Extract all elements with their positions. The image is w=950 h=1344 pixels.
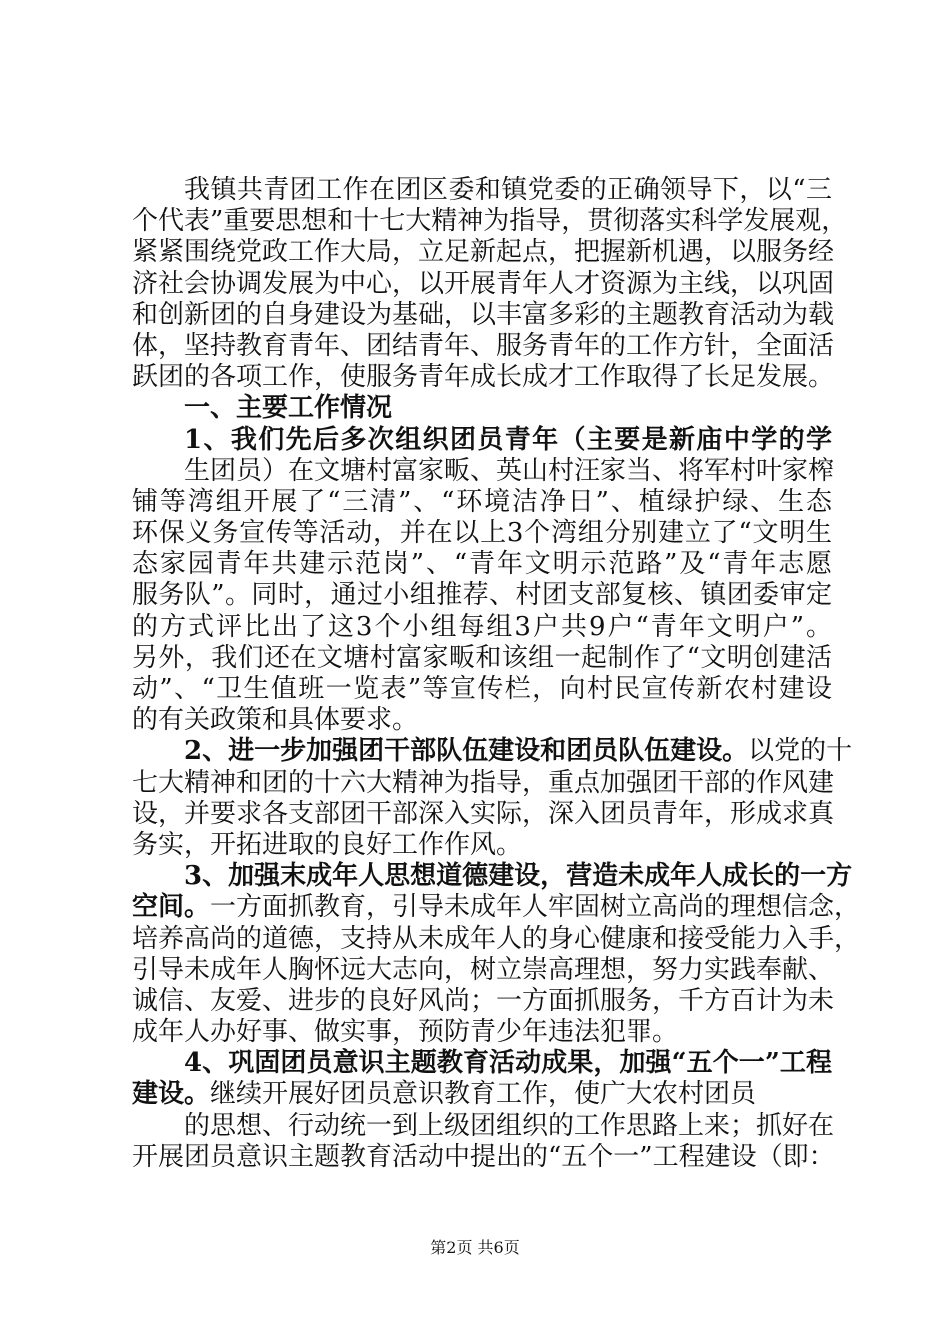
- body-text: 以党的十: [748, 736, 853, 767]
- text-line: [132, 1048, 832, 1079]
- body-text: 紧紧围绕党政工作大局，立足新起点，把握新机遇，以服务经: [132, 237, 835, 268]
- text-line: [132, 861, 853, 892]
- text-line: [132, 455, 835, 487]
- body-text: 态家园青年共建示范岗”、“青年文明示范路”及“青年志愿: [132, 549, 832, 580]
- body-text: 培养高尚的道德，支持从未成年人的身心健康和接受能力入手，: [132, 923, 861, 954]
- text-line: [132, 175, 832, 206]
- body-text: 七大精神和团的十六大精神为指导，重点加强团干部的作风建: [132, 767, 835, 798]
- page-footer: 第2页 共6页: [430, 1238, 520, 1257]
- bold-heading-text: 4、巩固团员意识主题教育活动成果，加强“五个一”工程: [184, 1048, 832, 1079]
- text-line: [132, 767, 835, 799]
- text-line: [132, 954, 835, 986]
- body-text: 动”、“卫生值班一览表”等宣传栏，向村民宣传新农村建设: [132, 674, 832, 704]
- text-line: [132, 425, 832, 456]
- bold-heading-text: 建设。: [132, 1079, 211, 1110]
- body-text: 另外，我们还在文塘村富家畈和该组一起制作了“文明创建活: [132, 642, 832, 673]
- text-line: [132, 518, 832, 549]
- text-line: [132, 330, 835, 362]
- text-line: [132, 643, 832, 674]
- document-body: [132, 175, 861, 1173]
- body-text: 体，坚持教育青年、团结青年、服务青年的工作方针，全面活: [132, 330, 835, 361]
- body-text: 引导未成年人胸怀远大志向，树立崇高理想，努力实践奉献、: [132, 954, 835, 985]
- text-line: [132, 299, 835, 331]
- body-text: 的方式评比出了这3个小组每组3户共9户“青年文明户”。: [132, 611, 832, 642]
- text-line: [132, 1079, 832, 1110]
- text-line: [132, 612, 832, 643]
- text-line: [132, 923, 861, 955]
- body-text: 跃团的各项工作，使服务青年成长成才工作取得了长足发展。: [132, 362, 835, 393]
- body-text: 我镇共青团工作在团区委和镇党委的正确领导下，以“三: [184, 175, 832, 205]
- body-text: 生团员）在文塘村富家畈、英山村汪家当、将军村叶家榨: [184, 455, 835, 486]
- text-line: [132, 393, 832, 424]
- bold-heading-text: 3、加强末成年人思想道德建设，营造未成年人成长的一方: [184, 861, 853, 892]
- body-text: 务实，开拓进取的良好工作作风。: [132, 829, 523, 860]
- text-line: [132, 705, 832, 736]
- bold-heading-text: 一、主要工作情况: [184, 393, 393, 424]
- text-line: [132, 237, 835, 268]
- body-text: 和创新团的自身建设为基础，以丰富多彩的主题教育活动为载: [132, 299, 835, 330]
- body-text: 继续开展好团员意识教育工作，使广大农村团员: [210, 1079, 757, 1110]
- body-text: 个代表”重要思想和十七大精神为指导，贯彻落实科学发展观，: [132, 206, 848, 237]
- body-text: 的有关政策和具体要求。: [132, 705, 419, 736]
- text-line: [132, 830, 832, 861]
- body-text: 的思想、行动统一到上级团组织的工作思路上来；抓好在: [184, 1110, 835, 1141]
- text-line: [132, 206, 848, 237]
- bold-heading-text: 1、我们先后多次组织团员青年（主要是新庙中学的学: [184, 424, 832, 455]
- bold-heading-text: 2、进一步加强团干部队伍建设和团员队伍建设。: [184, 736, 749, 767]
- text-line: [132, 549, 832, 580]
- body-text: 开展团员意识主题教育活动中提出的“五个一”工程建设（即：: [132, 1141, 835, 1172]
- text-line: [132, 580, 832, 611]
- text-line: [132, 798, 835, 830]
- text-line: [132, 487, 832, 518]
- text-line: [132, 985, 835, 1017]
- body-text: 成年人办好事、做实事，预防青少年违法犯罪。: [132, 1017, 679, 1048]
- body-text: 服务队”。同时，通过小组推荐、村团支部复核、镇团委审定: [132, 580, 832, 611]
- text-line: [132, 362, 835, 393]
- body-text: 诚信、友爱、进步的良好风尚；一方面抓服务，千方百计为未: [132, 985, 835, 1016]
- text-line: [132, 1141, 835, 1173]
- text-line: [132, 674, 832, 705]
- text-line: [132, 1017, 832, 1048]
- text-line: [132, 736, 853, 767]
- body-text: 济社会协调发展为中心，以开展青年人才资源为主线，以巩固: [132, 268, 835, 299]
- text-line: [132, 1110, 835, 1142]
- body-text: 铺等湾组开展了“三清”、“环境洁净日”、植绿护绿、生态: [132, 486, 832, 517]
- body-text: 环保义务宣传等活动，并在以上3个湾组分别建立了“文明生: [132, 518, 832, 549]
- text-line: [132, 268, 835, 300]
- bold-heading-text: 空间。: [132, 892, 211, 923]
- text-line: [132, 892, 861, 923]
- body-text: 一方面抓教育，引导未成年人牢固树立高尚的理想信念，: [210, 892, 861, 923]
- body-text: 设，并要求各支部团干部深入实际，深入团员青年，形成求真: [132, 798, 835, 829]
